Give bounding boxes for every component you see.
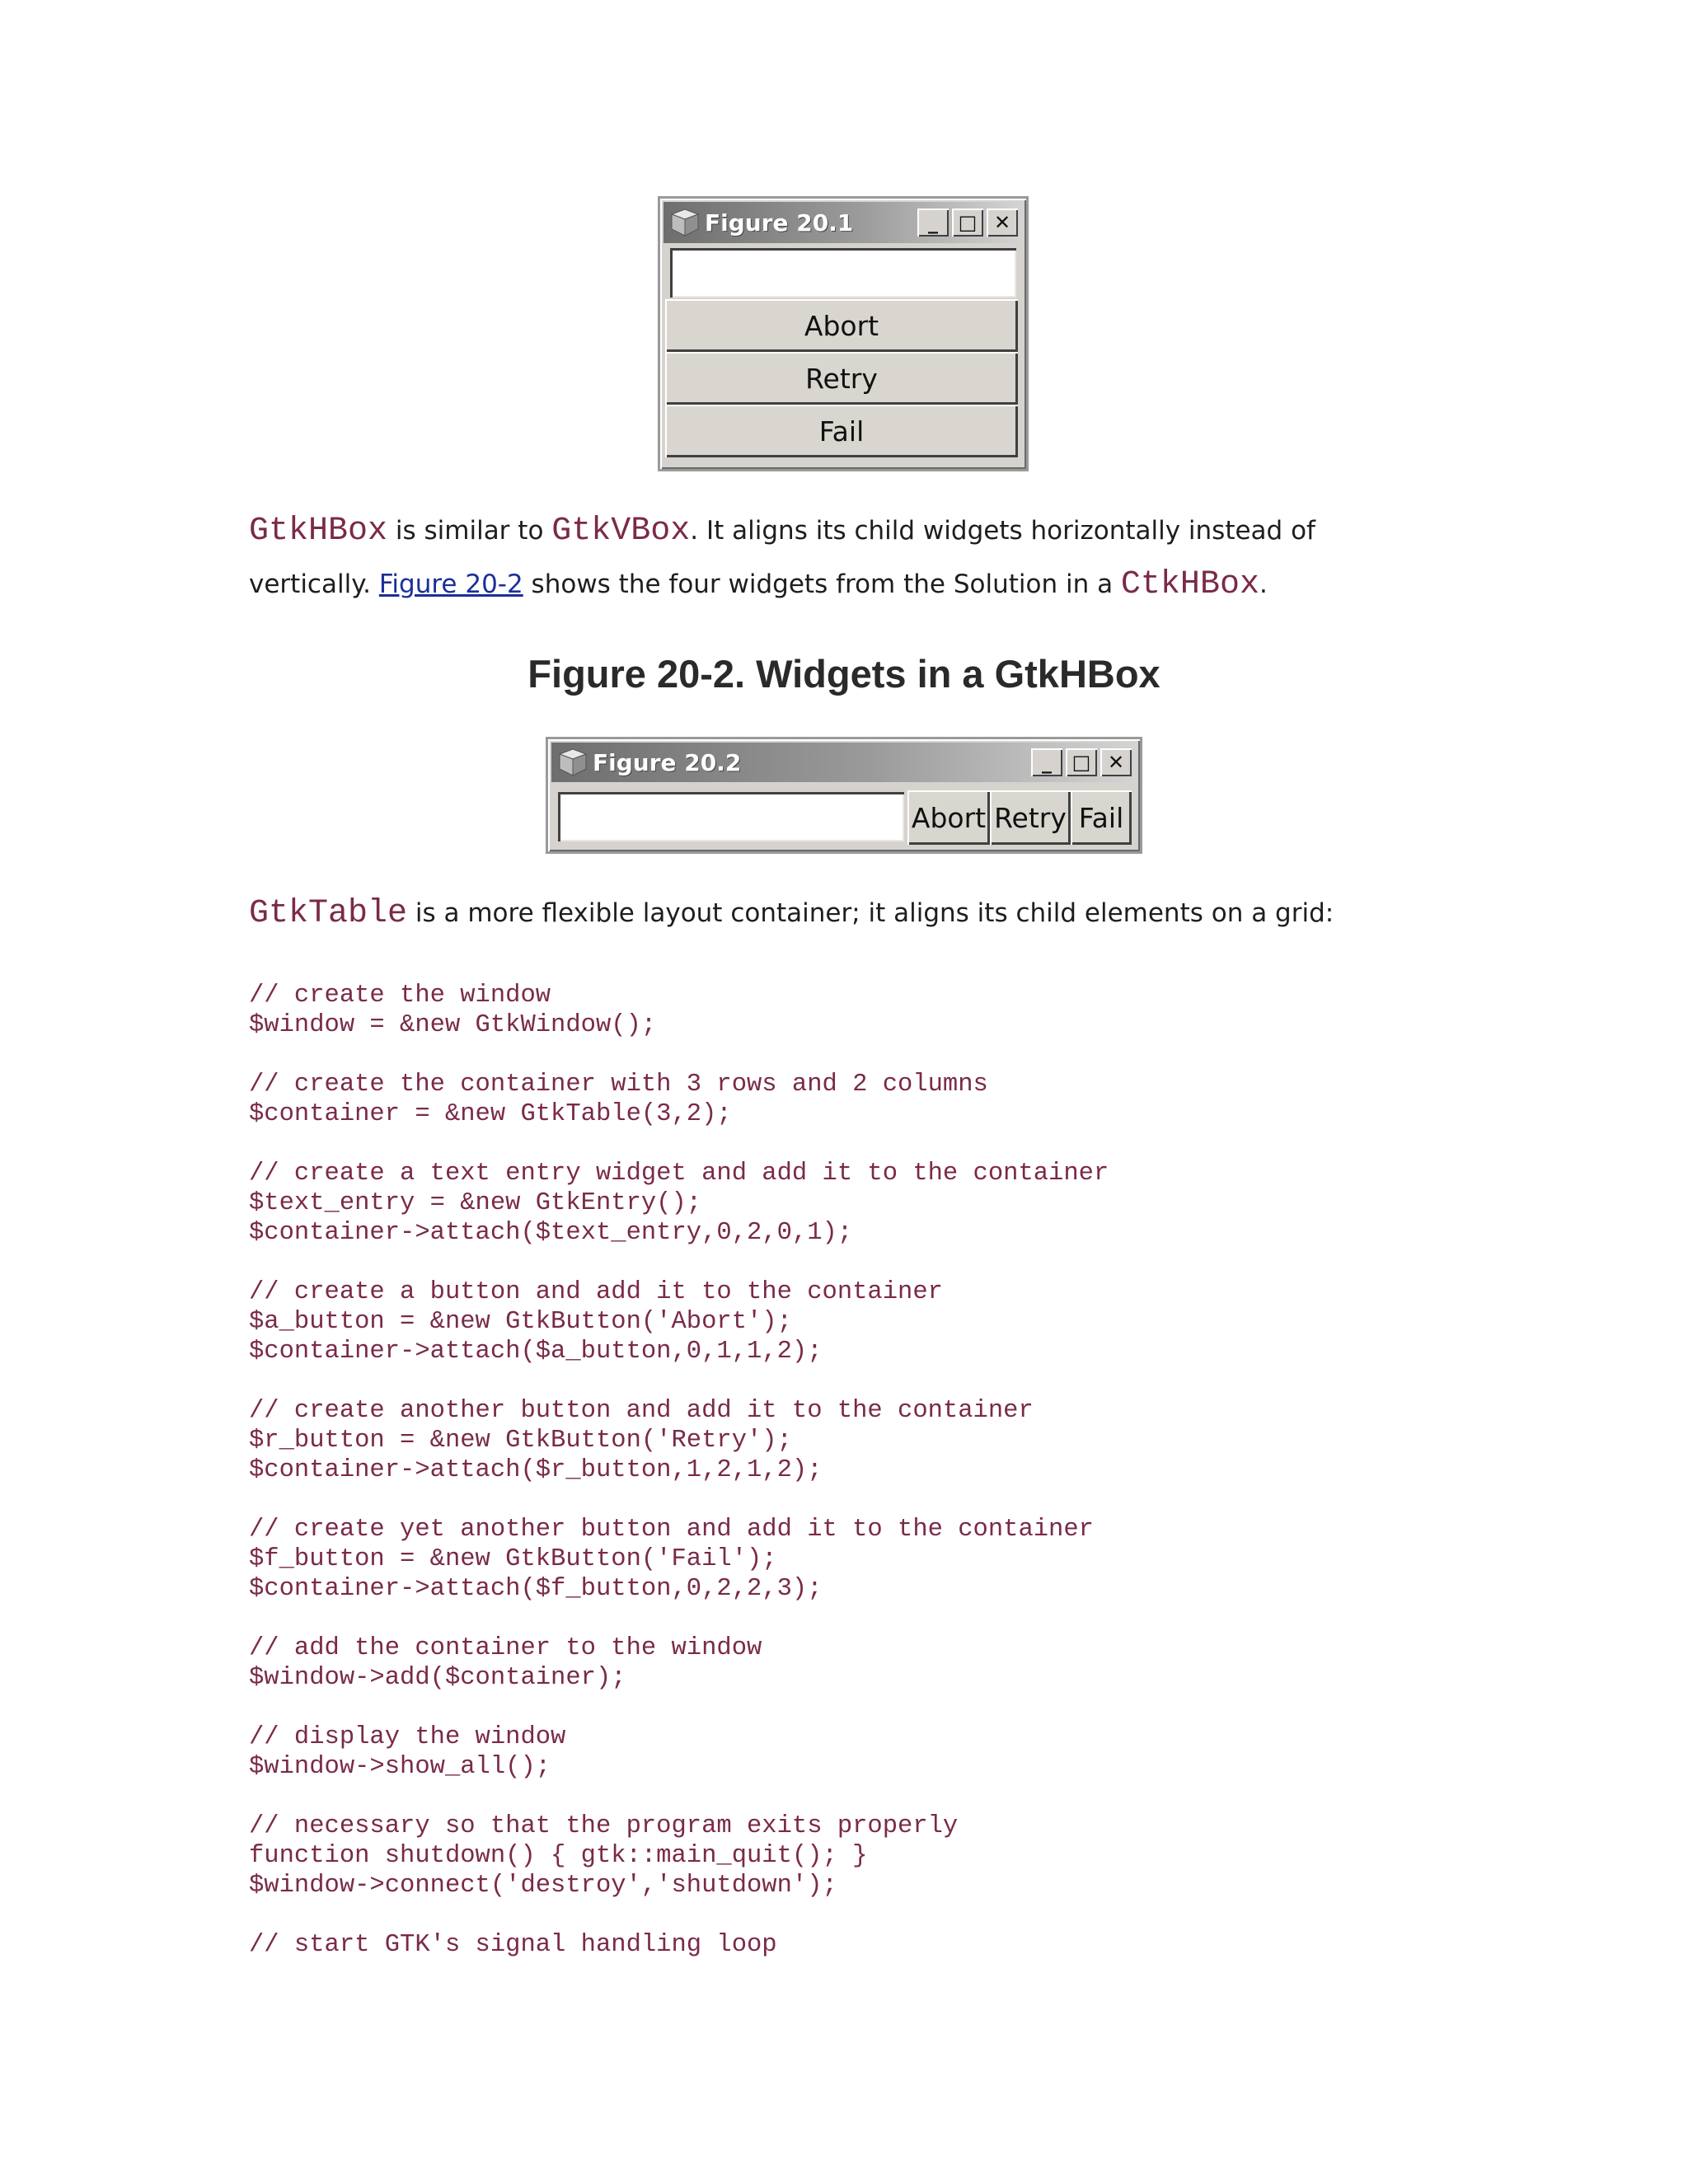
term-gtkvbox: GtkVBox <box>551 513 691 550</box>
window-title: Figure 20.1 <box>705 209 854 237</box>
figure-20-1-titlebar <box>663 202 1023 243</box>
retry-button[interactable]: Retry <box>990 790 1071 845</box>
text-entry[interactable] <box>670 248 1016 298</box>
code-line: $a_button = &new GtkButton('Abort'); <box>249 1308 792 1336</box>
code-comment-line: // create the container with 3 rows and 2 columns <box>249 1071 988 1099</box>
code-line: $text_entry = &new GtkEntry(); <box>249 1189 702 1217</box>
minimize-button[interactable]: _ <box>1031 748 1062 776</box>
code-blank-line <box>249 1485 1109 1515</box>
window-controls <box>1031 748 1132 776</box>
fail-button[interactable]: Fail <box>665 405 1018 457</box>
text-entry[interactable] <box>558 792 904 841</box>
figure-20-2-titlebar <box>551 743 1137 782</box>
fail-button[interactable]: Fail <box>1071 790 1132 845</box>
code-comment-line: // add the container to the window <box>249 1634 762 1662</box>
code-line: $container->attach($text_entry,0,2,0,1); <box>249 1219 853 1247</box>
code-line: $r_button = &new GtkButton('Retry'); <box>249 1427 792 1455</box>
code-line: $window = &new GtkWindow(); <box>249 1011 657 1039</box>
retry-button[interactable]: Retry <box>665 352 1018 405</box>
code-comment-line: // start GTK's signal handling loop <box>249 1931 777 1959</box>
code-line: $window->add($container); <box>249 1664 626 1692</box>
code-line: $container->attach($f_button,0,2,2,3); <box>249 1575 823 1603</box>
maximize-button[interactable]: □ <box>952 209 983 237</box>
paragraph-text: shows the four widgets from the Solution in a <box>523 569 1121 599</box>
code-blank-line <box>249 1782 1109 1811</box>
code-line: $container->attach($a_button,0,1,1,2); <box>249 1338 823 1366</box>
maximize-button[interactable]: □ <box>1066 748 1097 776</box>
code-comment-line: // create the window <box>249 982 551 1010</box>
code-comment-line: // create another button and add it to the container <box>249 1397 1034 1425</box>
code-blank-line <box>249 1129 1109 1159</box>
term-gtktable: GtkTable <box>249 895 408 932</box>
figure-20-2-caption: Figure 20-2. Widgets in a GtkHBox <box>528 652 1160 696</box>
code-comment-line: // create a button and add it to the container <box>249 1278 943 1306</box>
code-comment-line: // create a text entry widget and add it to the container <box>249 1160 1109 1188</box>
paragraph-text: is similar to <box>387 516 552 546</box>
code-blank-line <box>249 1693 1109 1722</box>
figure-20-1-window <box>658 196 1029 471</box>
minimize-button[interactable]: _ <box>917 209 949 237</box>
code-line: function shutdown() { gtk::main_quit(); } <box>249 1842 868 1870</box>
code-comment-line: // necessary so that the program exits properly <box>249 1812 959 1840</box>
code-line: $window->show_all(); <box>249 1753 551 1781</box>
term-gtkhbox: GtkHBox <box>249 513 388 550</box>
code-line: $container = &new GtkTable(3,2); <box>249 1100 732 1128</box>
window-title: Figure 20.2 <box>593 748 742 776</box>
window-controls <box>917 209 1018 237</box>
code-line: $container->attach($r_button,1,2,1,2); <box>249 1456 823 1484</box>
close-button[interactable]: ✕ <box>1100 748 1132 776</box>
code-comment-line: // create yet another button and add it to the container <box>249 1516 1094 1544</box>
code-line: $window->connect('destroy','shutdown'); <box>249 1872 837 1900</box>
term-ctkhbox: CtkHBox <box>1120 566 1259 603</box>
code-line: $f_button = &new GtkButton('Fail'); <box>249 1545 777 1573</box>
abort-button[interactable]: Abort <box>665 299 1018 352</box>
paragraph-text: . It aligns its child widgets horizontally instead of vertically. <box>249 516 1315 599</box>
close-button[interactable]: ✕ <box>987 209 1018 237</box>
code-blank-line <box>249 1604 1109 1633</box>
gtk-logo-icon <box>556 748 589 777</box>
code-blank-line <box>249 1366 1109 1396</box>
code-blank-line <box>249 1040 1109 1070</box>
figure-20-2-link[interactable]: Figure 20-2 <box>378 569 523 599</box>
code-blank-line <box>249 1248 1109 1277</box>
gtk-logo-icon <box>668 208 701 237</box>
code-listing <box>249 981 1109 1960</box>
code-comment-line: // display the window <box>249 1723 566 1751</box>
hbox-paragraph <box>249 504 1444 612</box>
table-paragraph <box>249 887 1444 940</box>
code-blank-line <box>249 1900 1109 1930</box>
paragraph-text: . <box>1259 569 1268 599</box>
paragraph-text: is a more flexible layout container; it aligns its child elements on a grid: <box>407 898 1334 928</box>
abort-button[interactable]: Abort <box>907 790 990 845</box>
figure-20-2-window <box>546 737 1142 854</box>
